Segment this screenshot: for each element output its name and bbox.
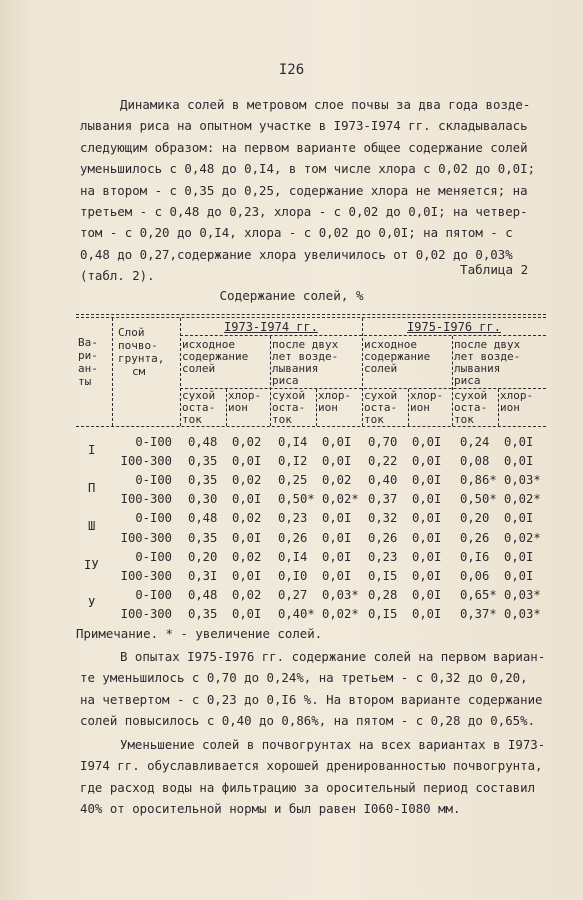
text-line: на четвертом - с 0,23 до 0,I6 %. На втором варианте содержание <box>80 691 543 707</box>
salt-value-cell: 0,0I <box>504 511 534 526</box>
paragraph-1975-1976 <box>80 646 550 732</box>
text-line: солей повысилось с 0,40 до 0,86%, на пятом - с 0,28 до 0,65%. <box>80 713 536 729</box>
header-after-two-years: после двух лет возде- лывания риса <box>272 338 339 387</box>
salt-value-cell: 0,02 <box>232 549 262 564</box>
salt-value-cell: 0,03* <box>504 473 541 488</box>
salt-value-cell: 0,50* <box>460 492 497 507</box>
salt-value-cell: 0,23 <box>278 511 308 526</box>
salt-value-cell: 0,0I <box>232 568 262 583</box>
variant-label: IУ <box>84 557 99 572</box>
salt-value-cell: 0,35 <box>188 530 218 545</box>
header-dry-residue: сухой оста- ток <box>364 389 398 426</box>
layer-depth-cell: 0-I00 <box>135 587 172 602</box>
salt-value-cell: 0,32 <box>368 511 398 526</box>
salt-value-cell: 0,0I <box>412 606 442 621</box>
table-vrule <box>498 389 499 426</box>
salt-value-cell: 0,27 <box>278 587 308 602</box>
salt-value-cell: 0,0I <box>232 606 262 621</box>
salt-value-cell: 0,I5 <box>368 568 398 583</box>
text-line: где расход воды на фильтрацию за оросительный период составил <box>80 779 536 795</box>
text-line: Уменьшение солей в почвогрунтах на всех вариантах в I973- <box>120 737 546 752</box>
table-vrule <box>362 318 363 426</box>
header-dry-residue: сухой оста- ток <box>272 389 306 426</box>
salt-value-cell: 0,40 <box>368 473 398 488</box>
header-period-1973-1974: I973-I974 гг. <box>224 320 318 334</box>
salt-value-cell: 0,02* <box>504 492 541 507</box>
salt-value-cell: 0,0I <box>232 492 262 507</box>
salt-value-cell: 0,0I <box>412 492 442 507</box>
header-chloride-ion: хлор- ион <box>228 389 262 414</box>
text-line: том - с 0,20 до 0,I4, хлора - с 0,02 до 0,0I; на пятом - с <box>80 225 513 241</box>
salt-value-cell: 0,03* <box>504 587 541 602</box>
salt-value-cell: 0,0I <box>412 530 442 545</box>
salt-value-cell: 0,24 <box>460 435 490 449</box>
table-rule <box>76 314 546 315</box>
salt-value-cell: 0,I0 <box>278 568 308 583</box>
salt-value-cell: 0,02* <box>322 492 359 507</box>
text-line: 0,48 до 0,27,содержание хлора увеличилось от 0,02 до 0,03% <box>80 246 513 262</box>
layer-depth-cell: I00-300 <box>120 492 172 507</box>
table-vrule <box>270 336 271 426</box>
salt-value-cell: 0,28 <box>368 587 398 602</box>
layer-depth-cell: I00-300 <box>120 568 172 583</box>
salt-value-cell: 0,03* <box>322 587 359 602</box>
salt-value-cell: 0,70 <box>368 435 398 449</box>
salt-value-cell: 0,0I <box>504 568 534 583</box>
table-rule <box>180 335 546 336</box>
salt-value-cell: 0,I5 <box>368 606 398 621</box>
text-line: уменьшилось с 0,48 до 0,I4, в том числе хлора с 0,02 до 0,0I; <box>80 161 536 177</box>
salt-value-cell: 0,20 <box>188 549 218 564</box>
salt-value-cell: 0,02 <box>322 473 352 488</box>
salt-value-cell: 0,22 <box>368 454 398 469</box>
text-line: следующим образом: на первом варианте общее содержание солей <box>80 139 528 155</box>
salt-value-cell: 0,0I <box>412 587 442 602</box>
salt-value-cell: 0,25 <box>278 473 308 488</box>
header-initial-content: исходное содержание солей <box>364 338 431 375</box>
table-note: Примечание. * - увеличение солей. <box>76 626 323 641</box>
salt-value-cell: 0,0I <box>412 511 442 526</box>
salt-value-cell: 0,03* <box>504 606 541 621</box>
salt-value-cell: 0,0I <box>504 549 534 564</box>
salt-value-cell: 0,35 <box>188 606 218 621</box>
header-chloride-ion: хлор- ион <box>410 389 444 414</box>
intro-paragraph <box>80 94 550 287</box>
table-vrule <box>226 389 227 426</box>
salt-value-cell: 0,02* <box>504 530 541 545</box>
layer-depth-cell: I00-300 <box>120 530 172 545</box>
salt-value-cell: 0,I6 <box>460 549 490 564</box>
salt-value-cell: 0,0I <box>322 511 352 526</box>
salt-value-cell: 0,0I <box>322 549 352 564</box>
salt-value-cell: 0,0I <box>322 454 352 469</box>
salt-value-cell: 0,35 <box>188 473 218 488</box>
text-line: лывания риса на опытном участке в I973-I974 гг. складывалась <box>80 118 528 134</box>
salt-value-cell: 0,08 <box>460 454 490 469</box>
salt-value-cell: 0,37 <box>368 492 398 507</box>
variant-label: I <box>88 443 96 457</box>
salt-value-cell: 0,86* <box>460 473 497 488</box>
header-period-1975-1976: I975-I976 гг. <box>407 320 501 334</box>
text-line: В опытах I975-I976 гг. содержание солей на первом вариан- <box>120 649 546 664</box>
text-line: I974 гг. обуславливается хорошей дренированностью почвогрунта, <box>80 758 543 774</box>
salt-value-cell: 0,0I <box>232 530 262 545</box>
salt-value-cell: 0,30 <box>188 492 218 507</box>
salt-value-cell: 0,26 <box>460 530 490 545</box>
salt-value-cell: 0,02 <box>232 587 262 602</box>
salt-value-cell: 0,50* <box>278 492 315 507</box>
salt-value-cell: 0,48 <box>188 511 218 526</box>
text-line: 40% от оросительной нормы и был равен I060-I080 мм. <box>80 801 461 817</box>
salt-value-cell: 0,0I <box>412 568 442 583</box>
text-line: на втором - с 0,35 до 0,25, содержание хлора не меняется; на <box>80 182 528 198</box>
layer-depth-cell: 0-I00 <box>135 511 172 526</box>
salt-value-cell: 0,65* <box>460 587 497 602</box>
salt-value-cell: 0,0I <box>322 530 352 545</box>
layer-depth-cell: 0-I00 <box>135 549 172 564</box>
table-vrule <box>408 389 409 426</box>
header-dry-residue: сухой оста- ток <box>454 389 488 426</box>
salt-value-cell: 0,0I <box>322 568 352 583</box>
salt-value-cell: 0,I4 <box>278 435 308 449</box>
text-line: третьем - с 0,48 до 0,23, хлора - с 0,02 до 0,0I; на четвер- <box>80 204 528 220</box>
salt-value-cell: 0,0I <box>322 435 352 449</box>
layer-depth-cell: I00-300 <box>120 454 172 469</box>
table-label: Таблица 2 <box>460 262 529 277</box>
header-soil-layer: Слой почво- грунта, см <box>118 326 165 378</box>
salt-value-cell: 0,26 <box>368 530 398 545</box>
salt-value-cell: 0,02 <box>232 435 262 449</box>
salt-value-cell: 0,02 <box>232 511 262 526</box>
salt-value-cell: 0,0I <box>232 454 262 469</box>
salt-value-cell: 0,06 <box>460 568 490 583</box>
salt-value-cell: 0,48 <box>188 587 218 602</box>
header-chloride-ion: хлор- ион <box>318 389 352 414</box>
salt-content-table <box>76 312 546 632</box>
salt-value-cell: 0,3I <box>188 568 218 583</box>
layer-depth-cell: 0-I00 <box>135 473 172 488</box>
salt-value-cell: 0,0I <box>412 454 442 469</box>
header-variants: Ва- ри- ан- ты <box>78 336 98 388</box>
table-rule <box>76 317 546 318</box>
salt-value-cell: 0,20 <box>460 511 490 526</box>
table-vrule <box>452 336 453 426</box>
variant-label: У <box>88 595 96 610</box>
table-title: Содержание солей, % <box>219 288 364 303</box>
header-initial-content: исходное содержание солей <box>182 338 249 375</box>
salt-value-cell: 0,0I <box>412 435 442 449</box>
layer-depth-cell: 0-I00 <box>135 435 172 449</box>
salt-value-cell: 0,0I <box>412 473 442 488</box>
text-line: те уменьшилось с 0,70 до 0,24%, на третьем - с 0,32 до 0,20, <box>80 670 528 686</box>
salt-value-cell: 0,02* <box>322 606 359 621</box>
table-vrule <box>112 318 113 426</box>
text-line: Динамика солей в метровом слое почвы за два года возде- <box>120 97 531 112</box>
salt-value-cell: 0,26 <box>278 530 308 545</box>
salt-value-cell: 0,48 <box>188 435 218 449</box>
salt-value-cell: 0,0I <box>504 454 534 469</box>
header-after-two-years: после двух лет возде- лывания риса <box>454 338 521 387</box>
header-dry-residue: сухой оста- ток <box>182 389 216 426</box>
salt-value-cell: 0,I4 <box>278 549 308 564</box>
paragraph-salt-reduction <box>80 734 550 820</box>
salt-value-cell: 0,35 <box>188 454 218 469</box>
layer-depth-cell: I00-300 <box>120 606 172 621</box>
salt-value-cell: 0,37* <box>460 606 497 621</box>
variant-label: Ш <box>88 519 96 534</box>
salt-value-cell: 0,02 <box>232 473 262 488</box>
table-rule <box>76 426 546 427</box>
variant-label: П <box>88 481 96 496</box>
salt-value-cell: 0,23 <box>368 549 398 564</box>
salt-value-cell: 0,0I <box>504 435 534 449</box>
salt-value-cell: 0,40* <box>278 606 315 621</box>
page-number: I26 <box>278 62 305 78</box>
salt-value-cell: 0,I2 <box>278 454 308 469</box>
text-line: (табл. 2). <box>80 268 155 284</box>
salt-value-cell: 0,0I <box>412 549 442 564</box>
header-chloride-ion: хлор- ион <box>500 389 534 414</box>
table-vrule <box>180 318 181 426</box>
table-vrule <box>316 389 317 426</box>
